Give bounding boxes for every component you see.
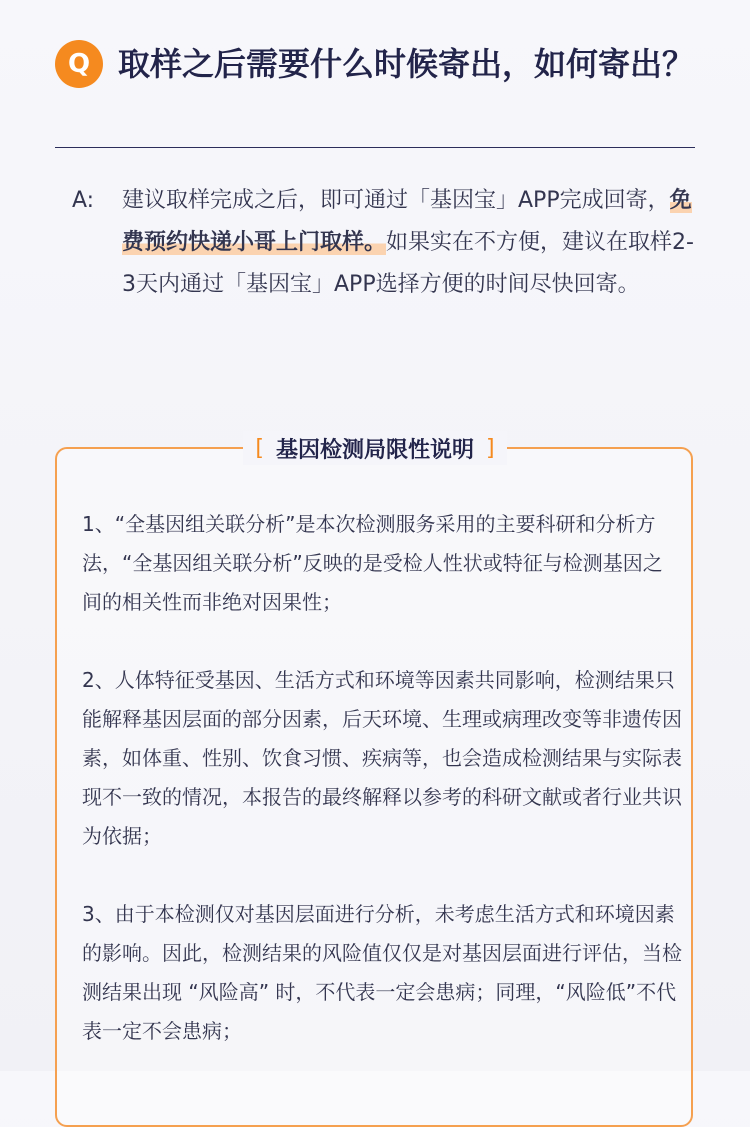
- limitations-title: 基因检测局限性说明: [275, 437, 474, 463]
- limitation-item: 2、人体特征受基因、生活方式和环境等因素共同影响，检测结果只能解释基因层面的部分因素，后天环境、生理或病理改变等非遗传因素，如体重、性别、饮食习惯、疾病等，也会造成检测结果与实际表现不一致的情况，本报告的最终解释以参考的科研文献或者行业共识为依据；: [82, 668, 682, 848]
- answer-block: [72, 180, 697, 306]
- q-badge: Q: [55, 40, 103, 88]
- limitations-header: [0, 431, 750, 465]
- bracket-right: ]: [486, 435, 495, 461]
- limitations-list: [82, 505, 682, 1090]
- answer-label: A:: [72, 188, 95, 213]
- divider: [55, 147, 695, 148]
- question-title: 取样之后需要什么时候寄出，如何寄出？: [118, 45, 695, 83]
- limitation-item: 1、“全基因组关联分析”是本次检测服务采用的主要科研和分析方法，“全基因组关联分析”反映的是受检人性状或特征与检测基因之间的相关性而非绝对因果性；: [82, 512, 663, 614]
- answer-highlight: 免费预约快递小哥上门取样。: [122, 188, 692, 255]
- answer-text-before: 建议取样完成之后，即可通过「基因宝」APP完成回寄，: [122, 188, 670, 213]
- bracket-left: [: [255, 435, 264, 461]
- answer-text: [122, 180, 697, 306]
- answer-text-after: 如果实在不方便，建议在取样2-3天内通过「基因宝」APP选择方便的时间尽快回寄。: [122, 230, 694, 297]
- limitation-item: 3、由于本检测仅对基因层面进行分析，未考虑生活方式和环境因素的影响。因此，检测结果的风险值仅仅是对基因层面进行评估，当检测结果出现 “风险高” 时，不代表一定会患病；同理，“风险低”不代表一定不会患病；: [82, 902, 682, 1043]
